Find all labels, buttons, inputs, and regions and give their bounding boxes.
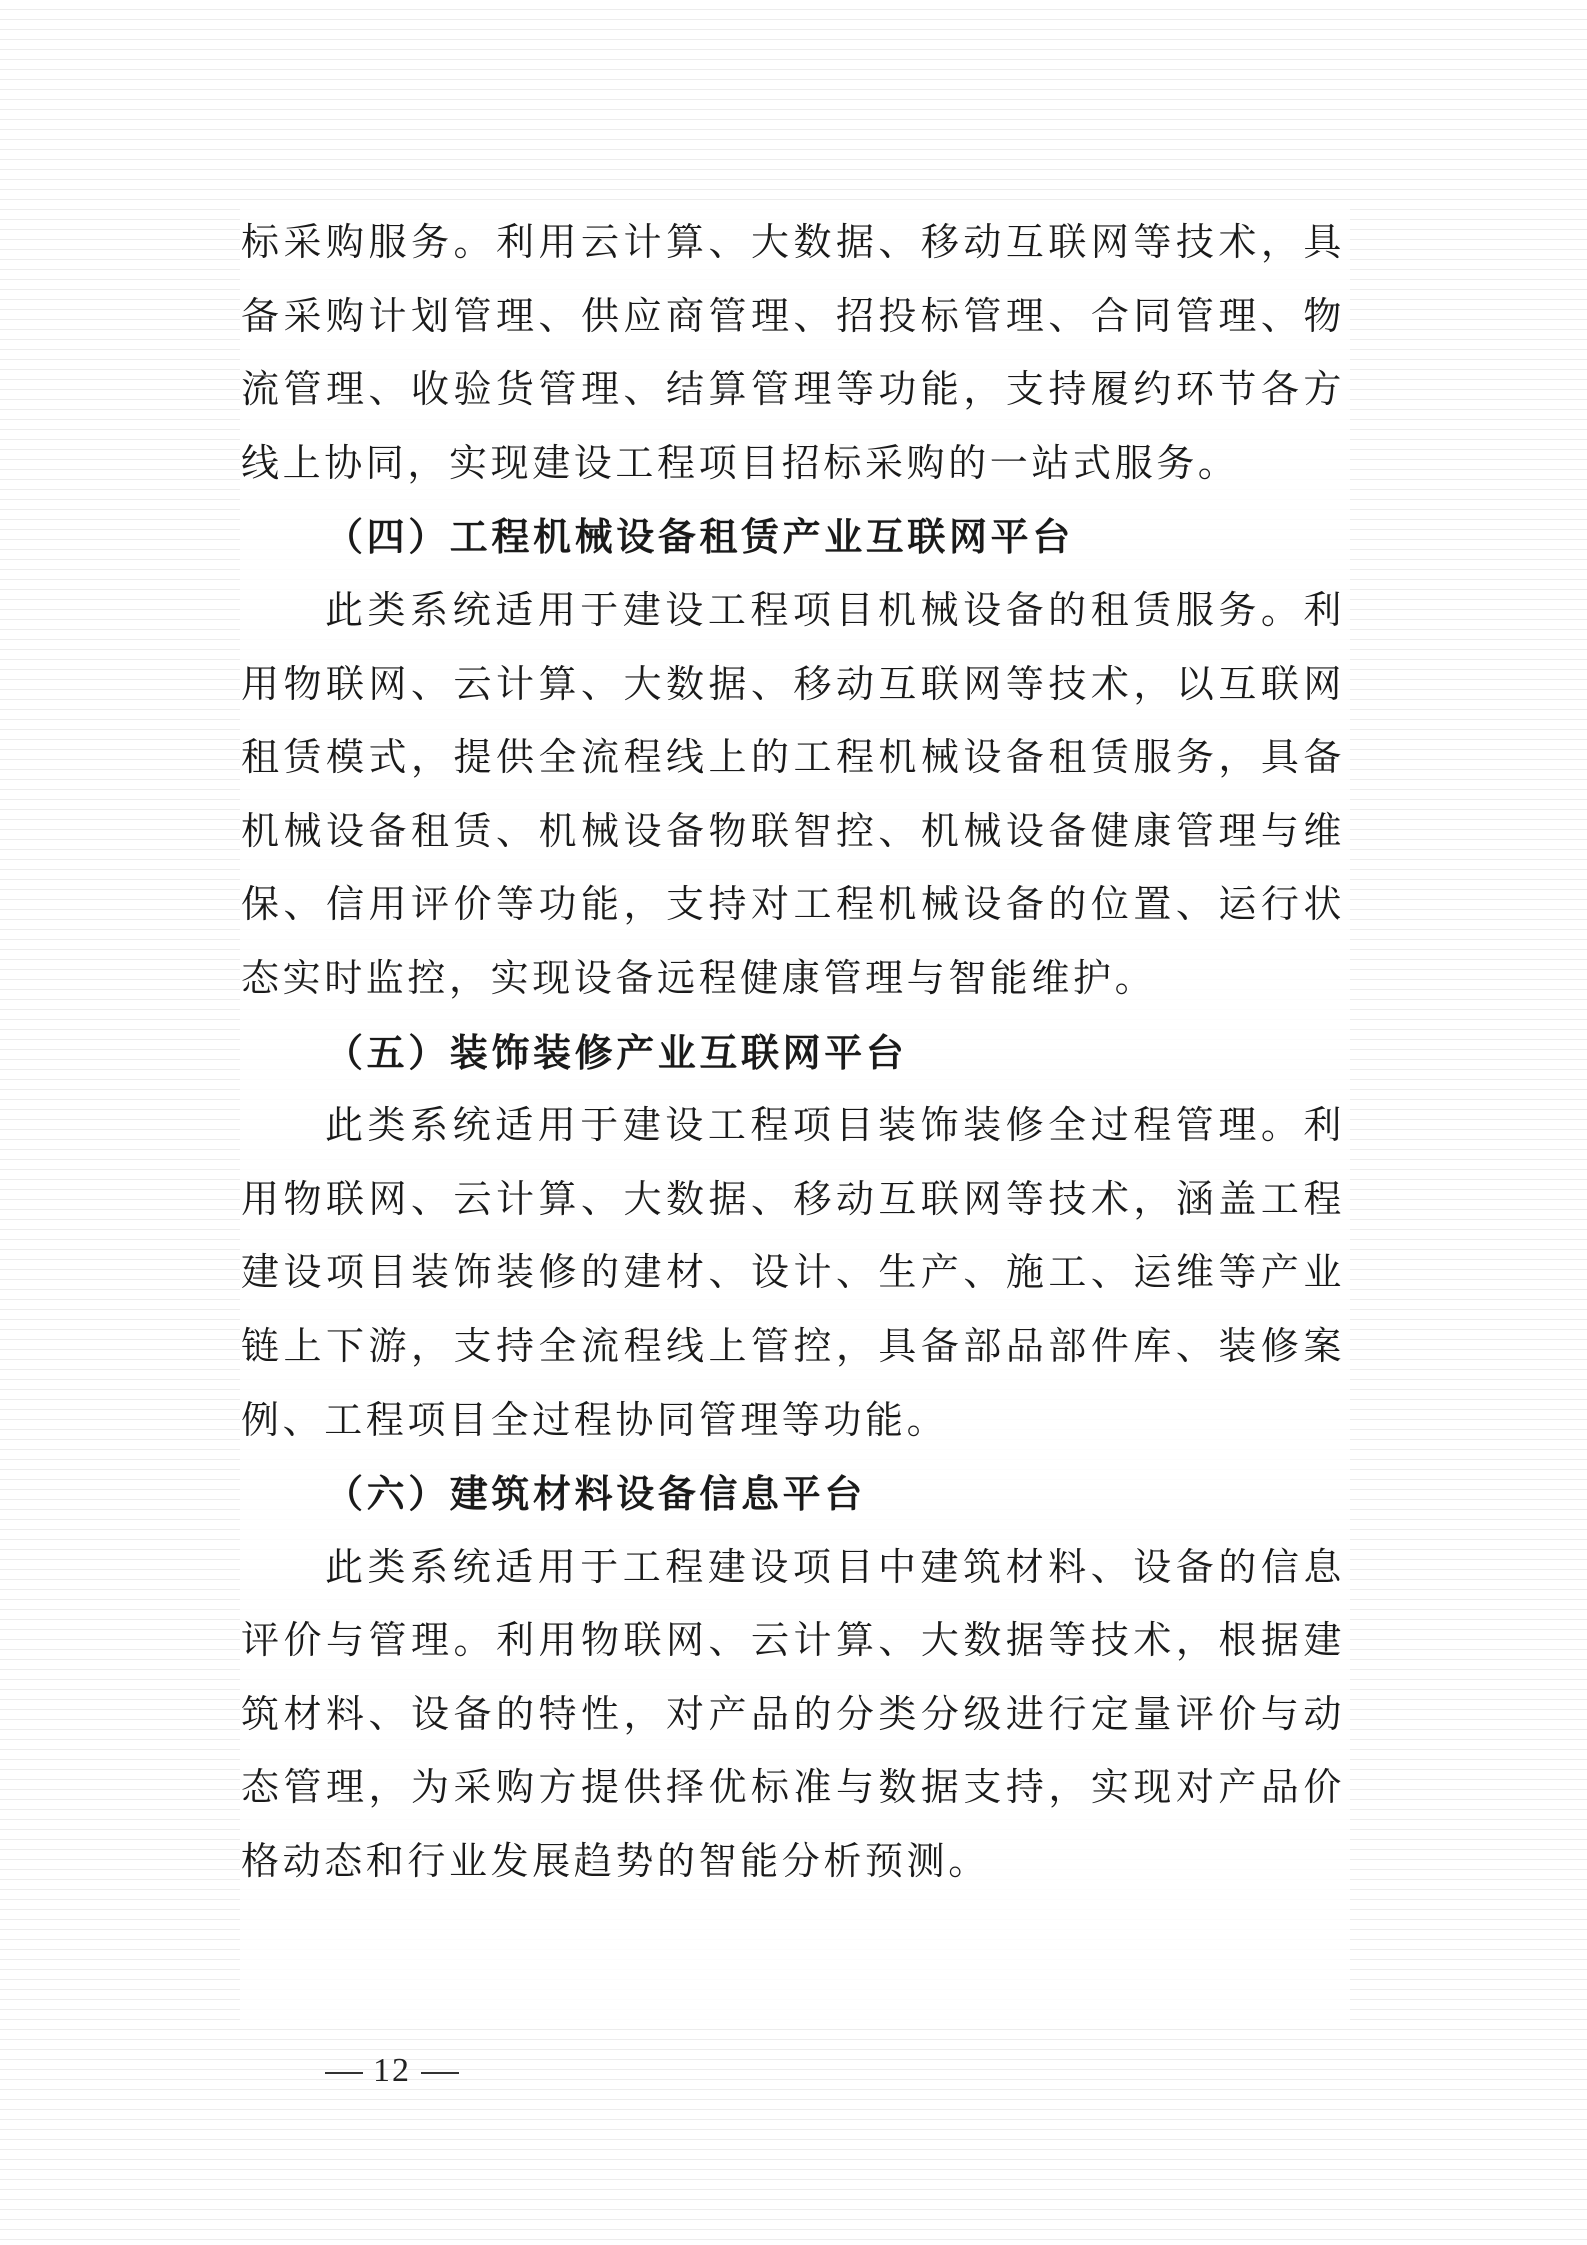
- page-number-left-dash: [325, 2072, 363, 2074]
- section-heading-5: （五）装饰装修产业互联网平台: [325, 1029, 908, 1075]
- paragraph-continuation: 标采购服务。利用云计算、大数据、移动互联网等技术，具备采购计划管理、供应商管理、招投标管理、合同管理、物流管理、收验货管理、结算管理等功能，支持履约环节各方线上协同，实现建设工程项目招标采购的一站式服务。: [241, 220, 1345, 485]
- page-number: [315, 2052, 469, 2090]
- section-heading-6: （六）建筑材料设备信息平台: [325, 1471, 866, 1517]
- section-heading-4: （四）工程机械设备租赁产业互联网平台: [325, 514, 1074, 560]
- page-number-value: 12: [373, 2052, 411, 2089]
- document-body: [241, 206, 1345, 1899]
- paragraph-section-4: 此类系统适用于建设工程项目机械设备的租赁服务。利用物联网、云计算、大数据、移动互联网等技术，以互联网租赁模式，提供全流程线上的工程机械设备租赁服务，具备机械设备租赁、机械设备物联智控、机械设备健康管理与维保、信用评价等功能，支持对工程机械设备的位置、运行状态实时监控，实现设备远程健康管理与智能维护。: [241, 587, 1345, 1000]
- paragraph-section-6: 此类系统适用于工程建设项目中建筑材料、设备的信息评价与管理。利用物联网、云计算、大数据等技术，根据建筑材料、设备的特性，对产品的分类分级进行定量评价与动态管理，为采购方提供择优标准与数据支持，实现对产品价格动态和行业发展趋势的智能分析预测。: [241, 1544, 1345, 1884]
- page-number-right-dash: [421, 2072, 459, 2074]
- paragraph-section-5: 此类系统适用于建设工程项目装饰装修全过程管理。利用物联网、云计算、大数据、移动互联网等技术，涵盖工程建设项目装饰装修的建材、设计、生产、施工、运维等产业链上下游，支持全流程线上管控，具备部品部件库、装修案例、工程项目全过程协同管理等功能。: [241, 1103, 1345, 1442]
